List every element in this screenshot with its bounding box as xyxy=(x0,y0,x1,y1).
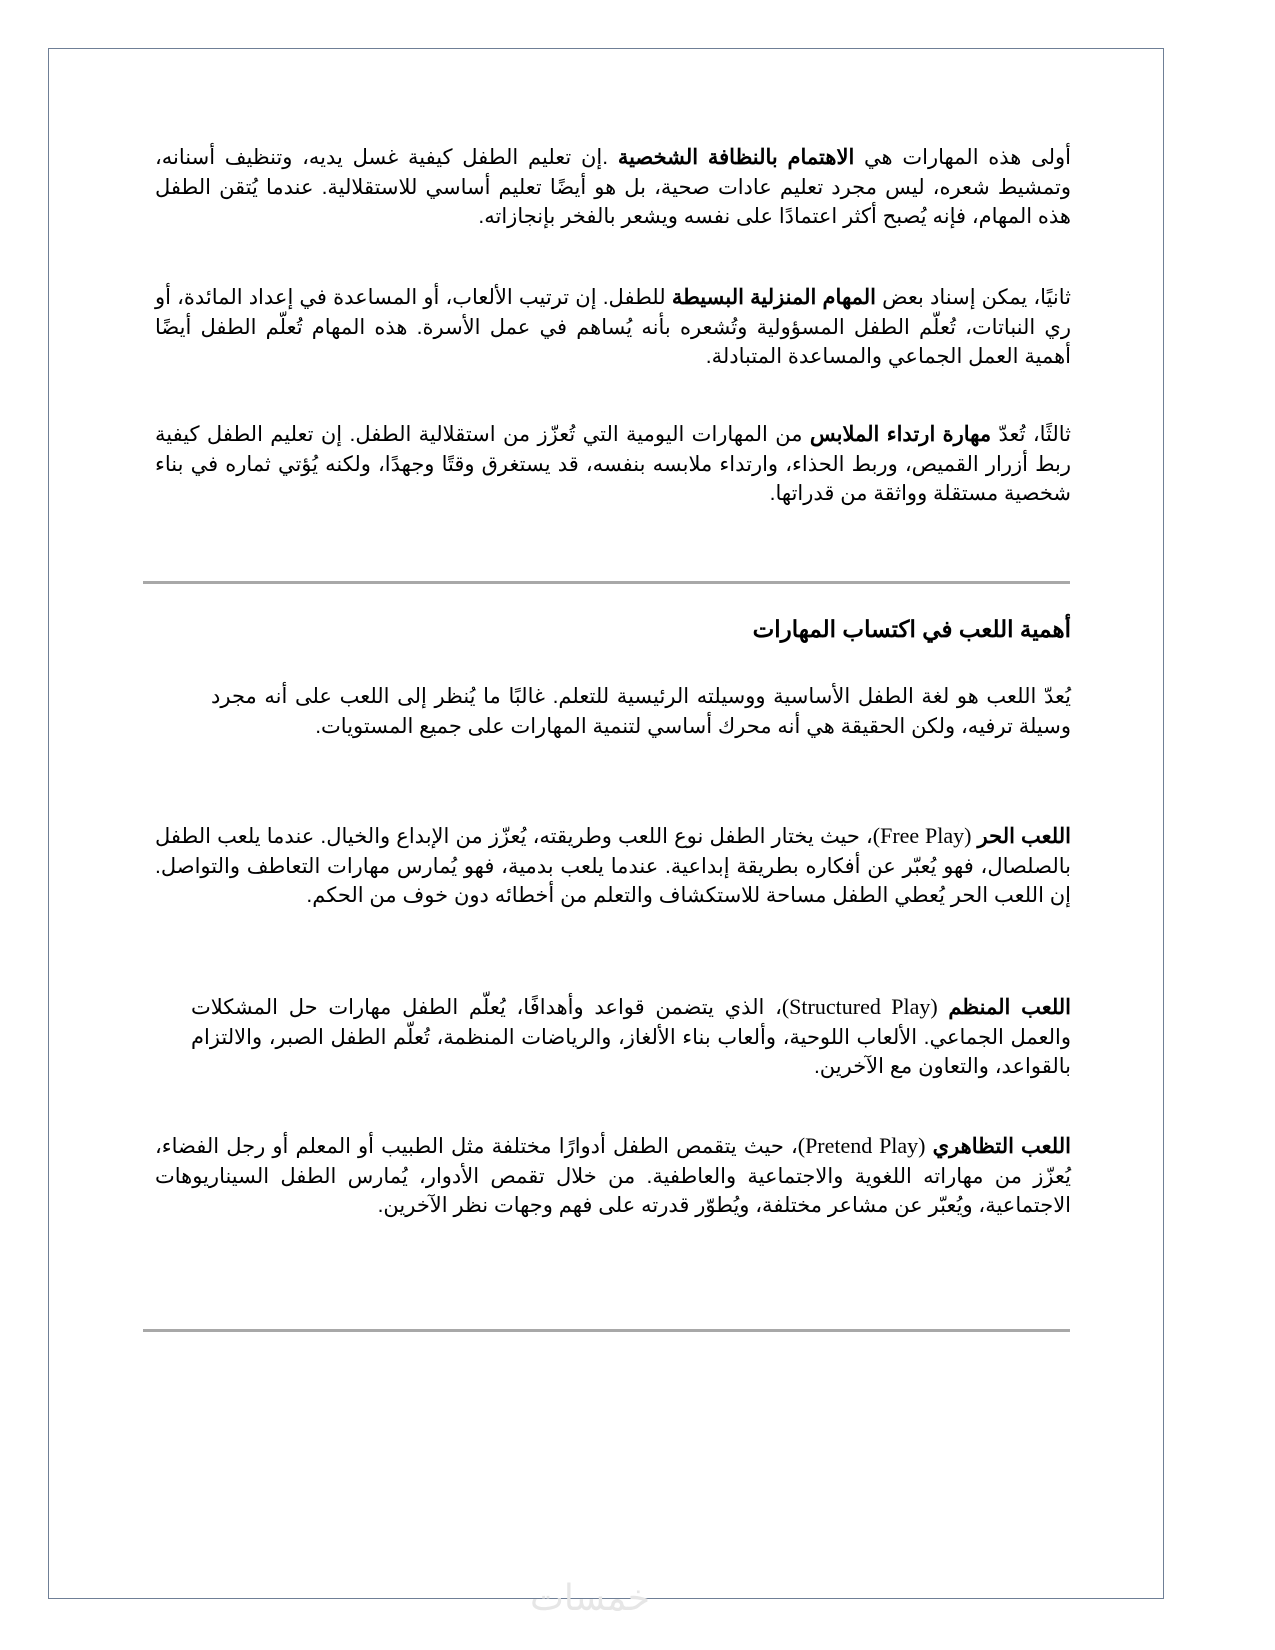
bold-term: مهارة ارتداء الملابس xyxy=(809,423,992,446)
text: للطفل. إن ترتيب الألعاب، أو المساعدة في إعداد المائدة، أو ري النباتات، تُعلّم الطفل المسؤولية وتُشعره بأنه يُساهم في عمل الأسرة. هذه المهام تُعلّم الطفل أيضًا أهمية العمل الجماعي والمساعدة المتبادلة. xyxy=(155,286,1071,368)
watermark-logo: خمسات xyxy=(530,1578,651,1619)
text: ثانيًا، يمكن إسناد بعض xyxy=(876,286,1072,309)
paragraph-free-play xyxy=(155,821,1071,911)
paragraph-household-tasks xyxy=(155,283,1071,372)
intro-text: يُعدّ اللعب هو لغة الطفل الأساسية ووسيلته الرئيسية للتعلم. غالبًا ما يُنظر إلى اللعب على أنه مجرد وسيلة ترفيه، ولكن الحقيقة هي أنه محرك أساسي لتنمية المهارات على جميع المستويات. xyxy=(211,685,1071,738)
english-term: (Free Play) xyxy=(872,823,972,848)
bold-term: اللعب الحر xyxy=(977,825,1071,848)
bold-term: اللعب التظاهري xyxy=(932,1135,1071,1158)
bold-term: الاهتمام بالنظافة الشخصية xyxy=(617,146,855,169)
paragraph-pretend-play xyxy=(155,1131,1071,1221)
paragraph-structured-play xyxy=(191,992,1071,1082)
text: ثالثًا، تُعدّ xyxy=(991,423,1072,446)
text: ، حيث يتقمص الطفل أدوارًا مختلفة مثل الطبيب أو المعلم أو رجل الفضاء، يُعزّز من مهاراته اللغوية والاجتماعية والعاطفية. من خلال تقمص الأدوار، يُمارس الطفل السيناريوهات الاجتماعية، ويُعبّر عن مشاعر مختلفة، ويُطوّر قدرته على فهم وجهات نظر الآخرين. xyxy=(155,1135,1071,1217)
bold-term: اللعب المنظم xyxy=(948,996,1072,1019)
text: ، الذي يتضمن قواعد وأهدافًا، يُعلّم الطفل مهارات حل المشكلات والعمل الجماعي. الألعاب اللوحية، وألعاب بناء الألغاز، والرياضات المنظمة، تُعلّم الطفل الصبر، والالتزام بالقواعد، والتعاون مع الآخرين. xyxy=(191,996,1071,1078)
english-term: (Pretend Play) xyxy=(797,1133,926,1158)
text: أولى هذه المهارات هي xyxy=(854,146,1071,169)
text: من المهارات اليومية التي تُعزّز من استقلالية الطفل. إن تعليم الطفل كيفية ربط أزرار القميص، وربط الحذاء، وارتداء ملابسه بنفسه، قد يستغرق وقتًا وجهدًا، ولكنه يُؤتي ثماره في بناء شخصية مستقلة وواثقة من قدراتها. xyxy=(155,423,1071,505)
paragraph-dressing xyxy=(155,420,1071,509)
section-heading: أهمية اللعب في اكتساب المهارات xyxy=(752,616,1071,642)
text: .إن تعليم الطفل كيفية غسل يديه، وتنظيف أسنانه، وتمشيط شعره، ليس مجرد تعليم عادات صحية، بل هو أيضًا تعليم أساسي للاستقلالية. عندما يُتقن الطفل هذه المهام، فإنه يُصبح أكثر اعتمادًا على نفسه ويشعر بالفخر بإنجازاته. xyxy=(155,146,1071,228)
section-heading-wrap xyxy=(155,614,1071,644)
paragraph-personal-hygiene xyxy=(155,143,1071,232)
bold-term: المهام المنزلية البسيطة xyxy=(671,286,876,309)
divider xyxy=(143,581,1070,584)
divider xyxy=(143,1329,1070,1332)
paragraph-intro xyxy=(211,682,1071,741)
text: ، حيث يختار الطفل نوع اللعب وطريقته، يُعزّز من الإبداع والخيال. عندما يلعب الطفل بالصلصال، فهو يُعبّر عن أفكاره بطريقة إبداعية. عندما يلعب بدمية، فهو يُمارس مهارات التعاطف والتواصل. إن اللعب الحر يُعطي الطفل مساحة للاستكشاف والتعلم من أخطائه دون خوف من الحكم. xyxy=(155,825,1071,907)
english-term: (Structured Play) xyxy=(781,994,938,1019)
